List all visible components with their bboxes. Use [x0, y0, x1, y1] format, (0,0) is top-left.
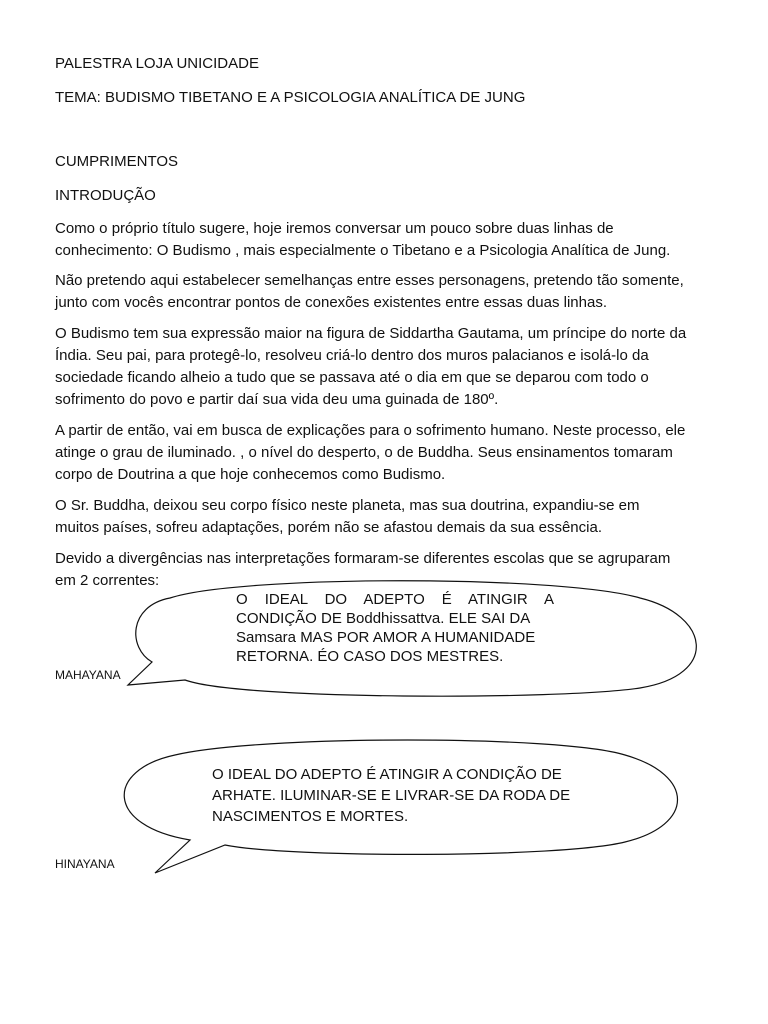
section-greetings: CUMPRIMENTOS [55, 153, 179, 170]
section-introduction: INTRODUÇÃO [55, 187, 156, 204]
paragraph-line: Devido a divergências nas interpretações formaram-se diferentes escolas que se agruparam [55, 550, 671, 567]
paragraph-line: sofrimento do povo e partir daí sua vida deu uma guinada de 180º. [55, 391, 499, 408]
paragraph-line: sociedade ficando alheio a tudo que se passava até o dia em que se deparou com todo o [55, 369, 649, 386]
paragraph-line: conhecimento: O Budismo , mais especialmente o Tibetano e a Psicologia Analítica de Jung. [55, 242, 671, 259]
callout-line: Samsara MAS POR AMOR A HUMANIDADE [236, 629, 536, 646]
paragraph-line: A partir de então, vai em busca de explicações para o sofrimento humano. Neste processo, ele [55, 422, 686, 439]
paragraph-line: Índia. Seu pai, para protegê-lo, resolveu criá-lo dentro dos muros palacianos e isolá-lo da [55, 347, 649, 364]
paragraph-line: corpo de Doutrina a que hoje conhecemos como Budismo. [55, 466, 446, 483]
paragraph-line: Não pretendo aqui estabelecer semelhanças entre esses personagens, pretendo tão somente, [55, 272, 684, 289]
paragraph-line: Como o próprio título sugere, hoje iremos conversar um pouco sobre duas linhas de [55, 220, 614, 237]
document-title: PALESTRA LOJA UNICIDADE [55, 55, 259, 72]
hinayana-callout-text [212, 764, 612, 827]
paragraph-line: O Budismo tem sua expressão maior na figura de Siddartha Gautama, um príncipe do norte da [55, 325, 687, 342]
paragraph-line: muitos países, sofreu adaptações, porém não se afastou demais da sua essência. [55, 519, 602, 536]
document-theme: TEMA: BUDISMO TIBETANO E A PSICOLOGIA ANALÍTICA DE JUNG [55, 89, 526, 106]
paragraph-line: O Sr. Buddha, deixou seu corpo físico neste planeta, mas sua doutrina, expandiu-se em [55, 497, 640, 514]
callout-line: O IDEAL DO ADEPTO É ATINGIR A CONDIÇÃO DE [212, 766, 562, 783]
callout-line: RETORNA. ÉO CASO DOS MESTRES. [236, 648, 504, 665]
paragraph-line: em 2 correntes: [55, 572, 160, 589]
mahayana-label: MAHAYANA [55, 668, 121, 682]
callout-line: NASCIMENTOS E MORTES. [212, 808, 409, 825]
mahayana-callout-text [236, 590, 554, 666]
paragraph-line: atinge o grau de iluminado. , o nível do desperto, o de Buddha. Seus ensinamentos tomaram [55, 444, 673, 461]
hinayana-label: HINAYANA [55, 857, 115, 871]
paragraph-line: junto com vocês encontrar pontos de conexões existentes entre essas duas linhas. [55, 294, 607, 311]
callout-line: O IDEAL DO ADEPTO É ATINGIR A [236, 591, 554, 608]
callout-line: CONDIÇÃO DE Boddhissattva. ELE SAI DA [236, 610, 531, 627]
callout-line: ARHATE. ILUMINAR-SE E LIVRAR-SE DA RODA DE [212, 787, 571, 804]
